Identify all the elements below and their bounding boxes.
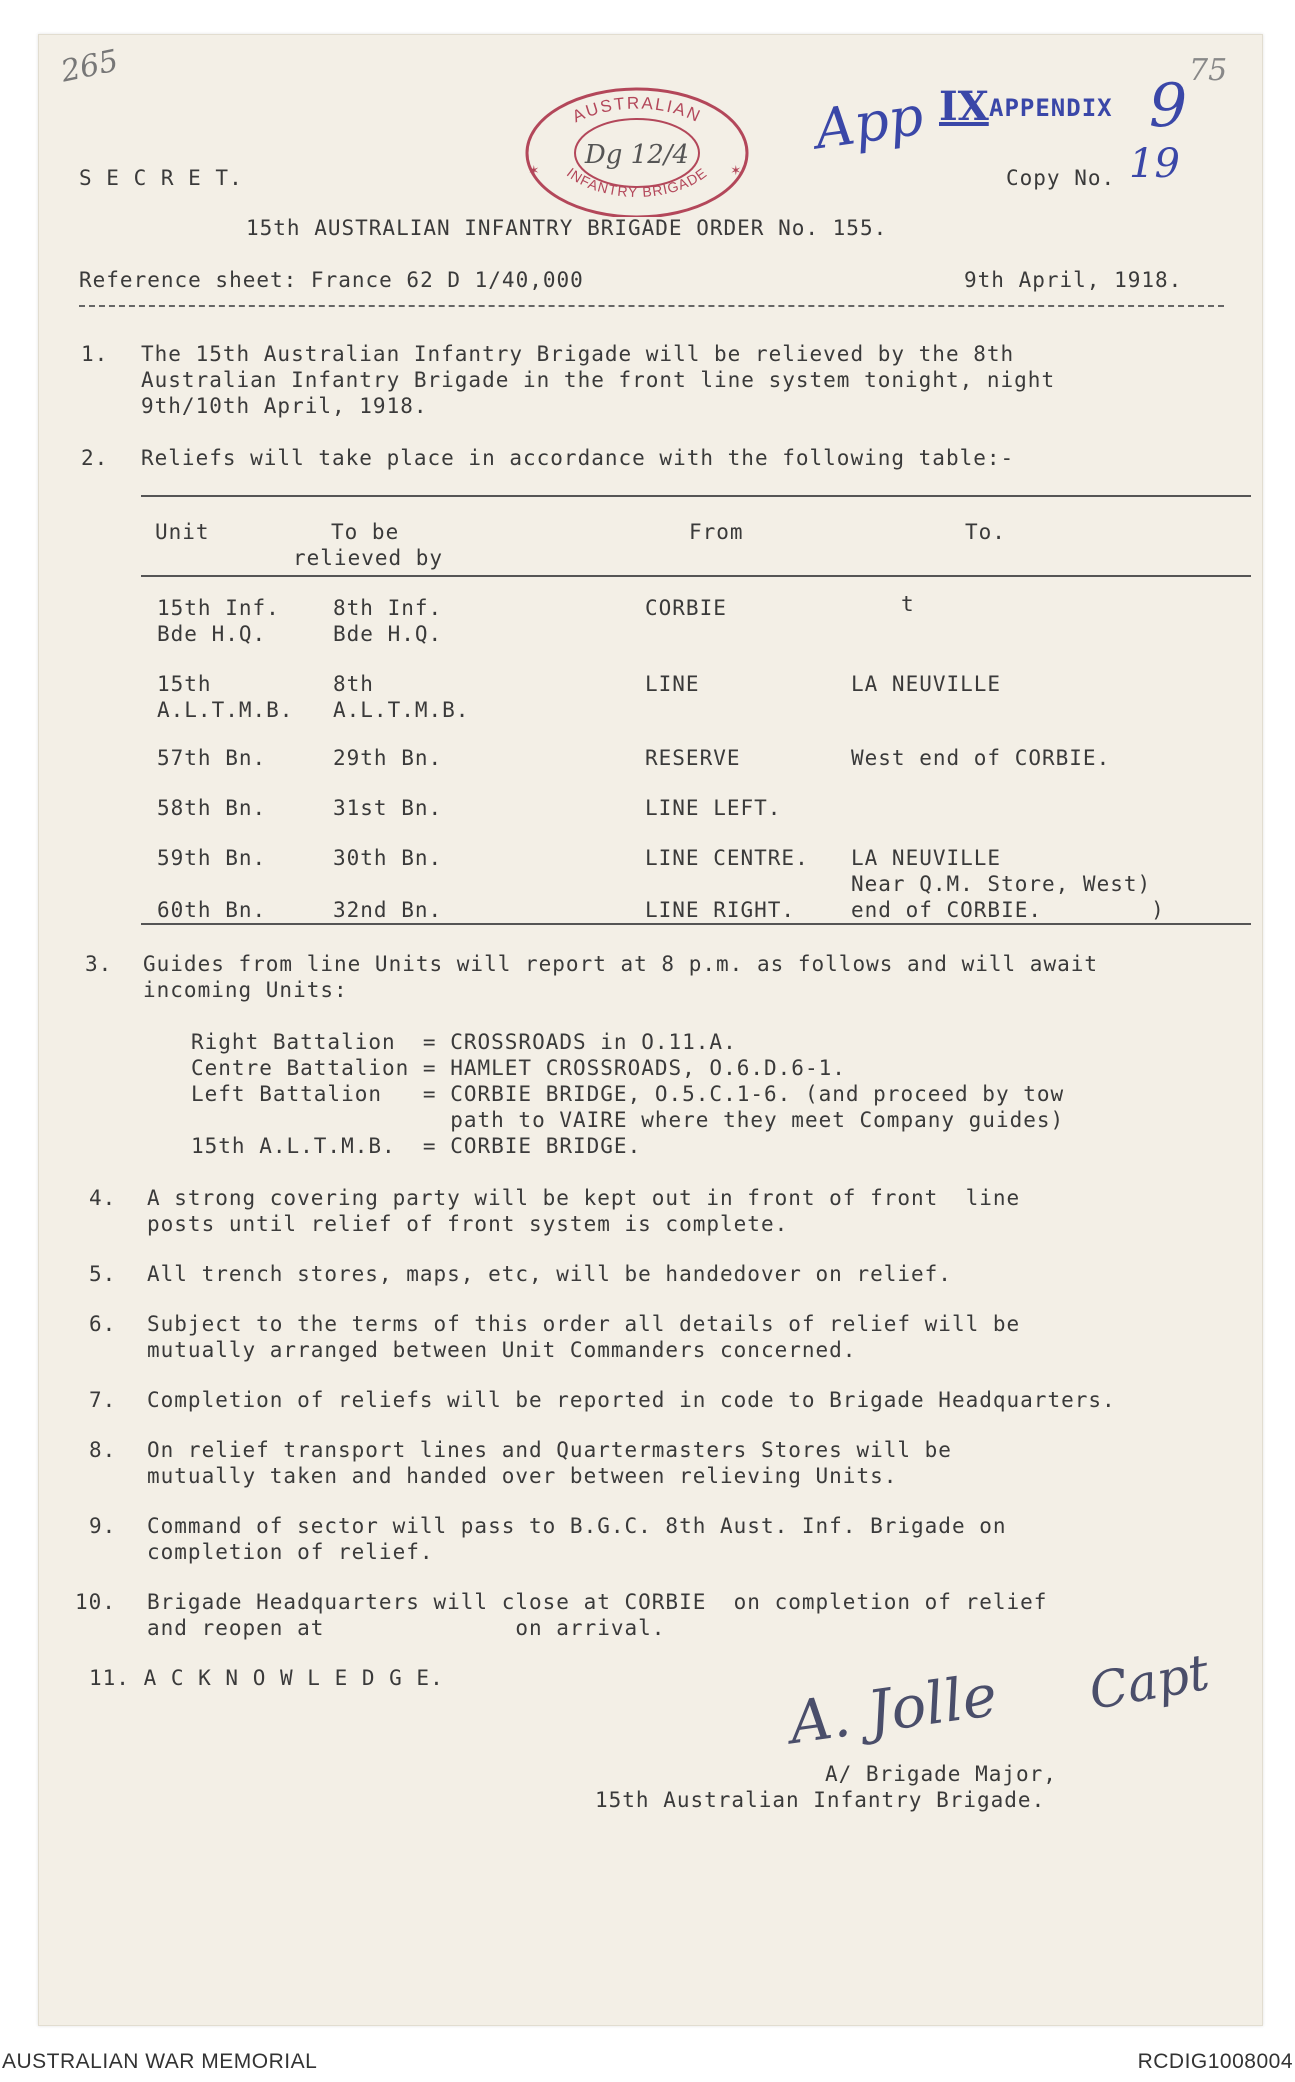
table-cell-to: end of CORBIE. ) — [851, 898, 1165, 922]
col-header-unit: Unit — [155, 520, 210, 544]
para-1-line: The 15th Australian Infantry Brigade will be relieved by the 8th — [141, 342, 1015, 366]
footer-record-id: RCDIG1008004 — [1137, 2050, 1293, 2073]
para-4-number: 4. — [89, 1186, 117, 1210]
appendix-pencil: App — [811, 83, 927, 162]
para-3-line: Guides from line Units will report at 8 p.m. as follows and will await — [143, 952, 1099, 976]
stamp-star-icon: ✶ — [529, 160, 539, 179]
guide-line: 15th A.L.T.M.B. = CORBIE BRIDGE. — [191, 1134, 642, 1158]
signature: A. Jolle — [785, 1660, 1002, 1758]
brigade-stamp — [509, 75, 765, 217]
table-bottom-rule — [141, 923, 1251, 925]
appendix-number: 9 — [1149, 71, 1188, 141]
stamp-top-text: AUSTRALIAN — [569, 93, 705, 127]
stamp-star-icon: ✶ — [731, 160, 741, 179]
folio-number: 75 — [1189, 53, 1228, 88]
appendix-label: APPENDIX — [989, 94, 1113, 122]
table-cell-from: LINE RIGHT. — [645, 898, 796, 922]
para-1-line: 9th/10th April, 1918. — [141, 394, 428, 418]
col-header-relieved-by: To be — [331, 520, 400, 544]
para-8-number: 8. — [89, 1438, 117, 1462]
para-4-line: A strong covering party will be kept out in front of front line — [147, 1186, 1021, 1210]
para-5-number: 5. — [89, 1262, 117, 1286]
col-header-from: From — [689, 520, 744, 544]
para-4-line: posts until relief of front system is complete. — [147, 1212, 789, 1236]
para-7-line: Completion of reliefs will be reported in code to Brigade Headquarters. — [147, 1388, 1116, 1412]
para-8-line: On relief transport lines and Quartermasters Stores will be — [147, 1438, 952, 1462]
appendix-roman: IX — [939, 83, 989, 130]
secret-label: S E C R E T. — [79, 166, 243, 190]
para-3-number: 3. — [85, 952, 113, 976]
table-header-rule — [141, 575, 1251, 577]
table-cell-unit: 15th Inf. — [157, 596, 280, 620]
table-cell-to: t — [901, 592, 915, 616]
table-cell-from: LINE — [645, 672, 700, 696]
para-7-number: 7. — [89, 1388, 117, 1412]
table-cell-unit: Bde H.Q. — [157, 622, 267, 646]
table-cell-relieved-by: 8th Inf. — [333, 596, 443, 620]
stamp-bottom-text: INFANTRY BRIGADE — [563, 164, 711, 200]
signature-rank: Capt — [1084, 1643, 1214, 1721]
table-cell-unit: 59th Bn. — [157, 846, 267, 870]
table-cell-relieved-by: 31st Bn. — [333, 796, 443, 820]
table-cell-relieved-by: Bde H.Q. — [333, 622, 443, 646]
para-6-line: Subject to the terms of this order all details of relief will be — [147, 1312, 1021, 1336]
table-cell-from: LINE CENTRE. — [645, 846, 809, 870]
guide-line: Right Battalion = CROSSROADS in O.11.A. — [191, 1030, 737, 1054]
para-2-number: 2. — [81, 446, 109, 470]
table-cell-relieved-by: 30th Bn. — [333, 846, 443, 870]
para-5-line: All trench stores, maps, etc, will be handedover on relief. — [147, 1262, 952, 1286]
table-cell-to: LA NEUVILLE — [851, 846, 1002, 870]
para-1-number: 1. — [81, 342, 109, 366]
guide-line: Centre Battalion = HAMLET CROSSROADS, O.6.D.6-1. — [191, 1056, 846, 1080]
table-cell-from: CORBIE — [645, 596, 727, 620]
table-cell-relieved-by: 8th — [333, 672, 374, 696]
stamp-scrawl: Dg 12/4 — [584, 140, 690, 170]
signatory-unit: 15th Australian Infantry Brigade. — [595, 1788, 1046, 1812]
copy-number: 19 — [1129, 141, 1180, 187]
para-1-line: Australian Infantry Brigade in the front line system tonight, night — [141, 368, 1056, 392]
table-cell-unit: A.L.T.M.B. — [157, 698, 294, 722]
para-6-number: 6. — [89, 1312, 117, 1336]
col-header-to: To. — [965, 520, 1006, 544]
table-cell-unit: 57th Bn. — [157, 746, 267, 770]
header-divider — [79, 305, 1224, 307]
guide-line: path to VAIRE where they meet Company guides) — [191, 1108, 1065, 1132]
table-cell-to: Near Q.M. Store, West) — [851, 872, 1152, 896]
archive-page-number: 265 — [57, 43, 122, 90]
table-cell-from: RESERVE — [645, 746, 741, 770]
para-10-number: 10. — [75, 1590, 116, 1614]
table-cell-relieved-by: 29th Bn. — [333, 746, 443, 770]
para-3-line: incoming Units: — [143, 978, 348, 1002]
guide-line: Left Battalion = CORBIE BRIDGE, O.5.C.1-6. (and proceed by tow — [191, 1082, 1065, 1106]
para-8-line: mutually taken and handed over between relieving Units. — [147, 1464, 898, 1488]
table-cell-relieved-by: A.L.T.M.B. — [333, 698, 470, 722]
table-cell-unit: 60th Bn. — [157, 898, 267, 922]
order-title: 15th AUSTRALIAN INFANTRY BRIGADE ORDER No. 155. — [246, 216, 888, 240]
para-11-acknowledge: 11. A C K N O W L E D G E. — [89, 1666, 444, 1690]
para-9-line: Command of sector will pass to B.G.C. 8th Aust. Inf. Brigade on — [147, 1514, 1007, 1538]
para-6-line: mutually arranged between Unit Commanders concerned. — [147, 1338, 857, 1362]
table-cell-relieved-by: 32nd Bn. — [333, 898, 443, 922]
col-header-relieved-by: relieved by — [293, 546, 444, 570]
para-9-number: 9. — [89, 1514, 117, 1538]
order-date: 9th April, 1918. — [964, 268, 1183, 292]
document-page — [38, 34, 1263, 2026]
table-top-rule — [141, 495, 1251, 497]
para-10-line: and reopen at on arrival. — [147, 1616, 666, 1640]
para-9-line: completion of relief. — [147, 1540, 434, 1564]
reference-sheet: Reference sheet: France 62 D 1/40,000 — [79, 268, 584, 292]
footer-source: AUSTRALIAN WAR MEMORIAL — [2, 2050, 318, 2073]
signatory-title: A/ Brigade Major, — [825, 1762, 1057, 1786]
table-cell-unit: 58th Bn. — [157, 796, 267, 820]
para-10-line: Brigade Headquarters will close at CORBIE on completion of relief — [147, 1590, 1048, 1614]
para-2-line: Reliefs will take place in accordance with the following table:- — [141, 446, 1015, 470]
table-cell-from: LINE LEFT. — [645, 796, 782, 820]
copy-label: Copy No. — [1006, 166, 1116, 190]
table-cell-to: LA NEUVILLE — [851, 672, 1002, 696]
table-cell-to: West end of CORBIE. — [851, 746, 1111, 770]
table-cell-unit: 15th — [157, 672, 212, 696]
